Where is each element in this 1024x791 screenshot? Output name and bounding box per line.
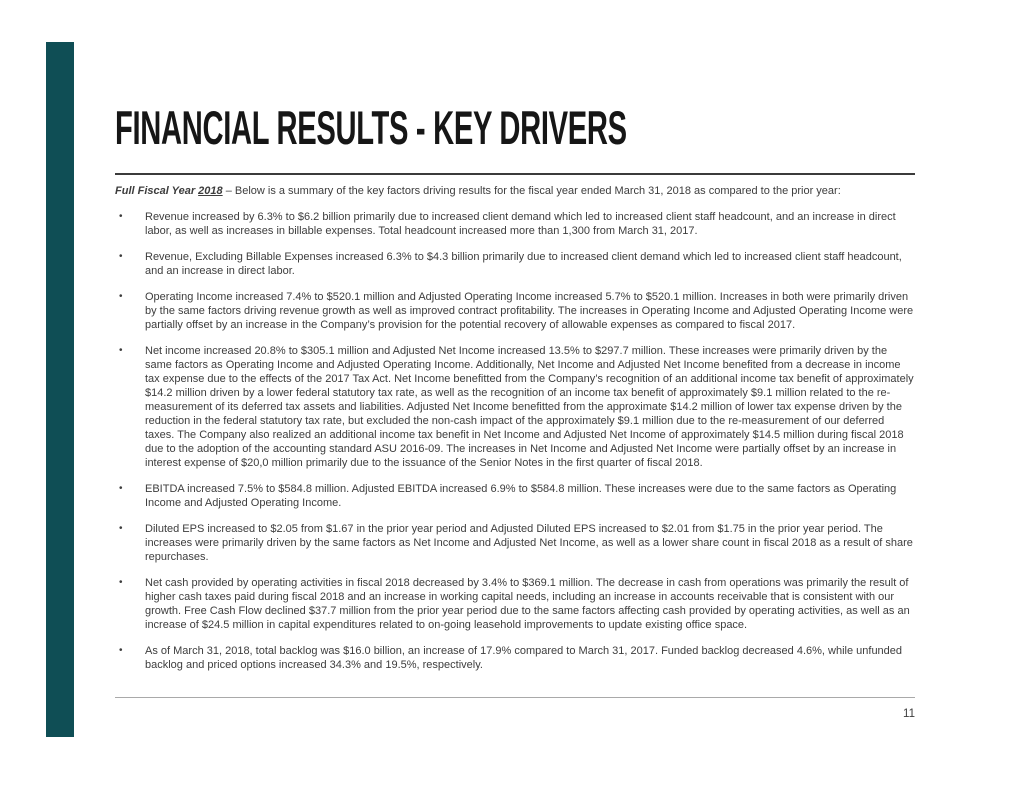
footer-rule <box>115 697 915 698</box>
bullet-list <box>115 210 915 672</box>
bullet-item <box>115 644 915 672</box>
bullet-marker-icon: • <box>119 211 123 222</box>
page-number: 11 <box>903 708 915 720</box>
bullet-marker-icon: • <box>119 645 123 656</box>
slide-content <box>115 0 915 684</box>
bullet-item <box>115 290 915 332</box>
bullet-text: Revenue, Excluding Billable Expenses increased 6.3% to $4.3 billion primarily due to increased client demand which led to increased client staff headcount, and an increase in direct labor. <box>145 251 902 277</box>
intro-lead-year: 2018 <box>198 185 223 197</box>
bullet-item <box>115 522 915 564</box>
bullet-item <box>115 250 915 278</box>
bullet-item <box>115 576 915 632</box>
bullet-text: Diluted EPS increased to $2.05 from $1.67 in the prior year period and Adjusted Diluted EPS increased to $2.01 from $1.75 in the prior year period. The increases were primarily driven by the same factors as Net Income and Adjusted Net Income, as well as a lower share count in fiscal 2018 as a result of share repurchases. <box>145 523 913 563</box>
bullet-text: EBITDA increased 7.5% to $584.8 million. Adjusted EBITDA increased 6.9% to $584.8 million. These increases were due to the same factors as Operating Income and Adjusted Operating Income. <box>145 483 897 509</box>
page-title-text: FINANCIAL RESULTS - KEY DRIVERS <box>115 101 627 154</box>
bullet-text: Revenue increased by 6.3% to $6.2 billion primarily due to increased client demand which led to increased client staff headcount, and an increase in direct labor, as well as increases in billable expenses. Total headcount increased more than 1,300 from March 31, 2017. <box>145 211 896 237</box>
bullet-marker-icon: • <box>119 345 123 356</box>
bullet-text: Net cash provided by operating activities in fiscal 2018 decreased by 3.4% to $369.1 million. The decrease in cash from operations was primarily the result of higher cash taxes paid during fiscal 2018 and an increase in working capital needs, including an increase in accounts receivable that is consistent with our growth. Free Cash Flow declined $37.7 million from the prior year period due to the same factors affecting cash provided by operating activities, as well as an increase of $24.5 million in capital expenditures related to on-going leasehold improvements to update existing office space. <box>145 577 910 631</box>
intro-paragraph <box>115 184 915 198</box>
accent-bar <box>46 42 74 737</box>
bullet-item <box>115 482 915 510</box>
bullet-marker-icon: • <box>119 483 123 494</box>
page-title <box>115 102 915 154</box>
intro-lead: Full Fiscal Year <box>115 185 199 197</box>
bullet-text: Net income increased 20.8% to $305.1 million and Adjusted Net Income increased 13.5% to $297.7 million. These increases were primarily driven by the same factors as Operating Income and Adjusted Operating Income. Additionally, Net Income and Adjusted Net Income benefited from a decrease in income tax expense due to the effects of the 2017 Tax Act. Net Income benefitted from the Company’s recognition of an additional income tax benefit of approximately $14.2 million driven by a lower federal statutory tax rate, as well as the recognition of an income tax benefit of approximately $9.1 million related to the re-measurement of its deferred tax assets and liabilities. Adjusted Net Income benefitted from the approximate $14.2 million of lower tax expense driven by the reduction in the federal statutory tax rate, but excluded the non-cash impact of the approximately $9.1 million due to the re-measurement of our deferred taxes. The Company also realized an additional income tax benefit in Net Income and Adjusted Net Income of approximately $14.5 million during fiscal 2018 due to the adoption of the accounting standard ASU 2016-09. The increases in Net Income and Adjusted Net Income were partially offset by an increase in interest expense of $20,0 million primarily due to the issuance of the Senior Notes in the first quarter of fiscal 2018. <box>145 345 914 469</box>
title-underline-rule <box>115 173 915 175</box>
bullet-item <box>115 344 915 470</box>
bullet-text: Operating Income increased 7.4% to $520.1 million and Adjusted Operating Income increased 5.7% to $520.1 million. Increases in both were primarily driven by the same factors driving revenue growth as well as improved contract profitability. The increases in Operating Income and Adjusted Operating Income were partially offset by an increase in the Company’s provision for the potential recovery of allowable expenses as compared to fiscal 2017. <box>145 291 914 331</box>
bullet-marker-icon: • <box>119 291 123 302</box>
bullet-marker-icon: • <box>119 251 123 262</box>
bullet-text: As of March 31, 2018, total backlog was $16.0 billion, an increase of 17.9% compared to March 31, 2017. Funded backlog decreased 4.6%, while unfunded backlog and priced options increased 34.3% and 19.5%, respectively. <box>145 645 903 671</box>
bullet-marker-icon: • <box>119 523 123 534</box>
bullet-marker-icon: • <box>119 577 123 588</box>
bullet-item <box>115 210 915 238</box>
intro-text: – Below is a summary of the key factors driving results for the fiscal year ended March 31, 2018 as compared to the prior year: <box>222 185 841 197</box>
